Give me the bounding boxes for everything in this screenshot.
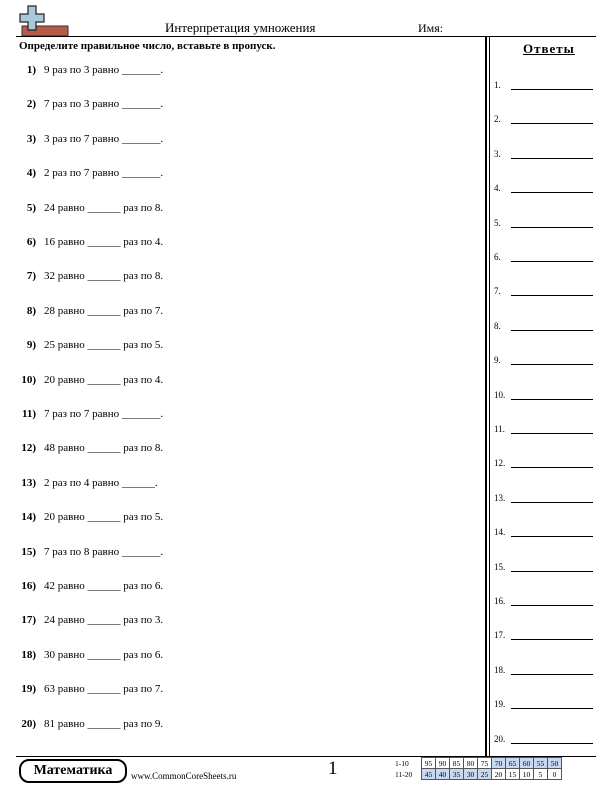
question-text: 7 раз по 7 равно _______. [44,408,164,420]
score-key-table [395,757,562,780]
score-key-cell: 5 [534,769,548,780]
answer-label: 10. [494,389,506,400]
answer-label: 19. [494,699,506,710]
answer-blank[interactable] [511,399,593,400]
question-number: 4) [26,167,36,180]
score-key-row [395,758,562,769]
answer-blank[interactable] [511,571,593,572]
score-key-cell: 50 [548,758,562,769]
question-text: 2 раз по 7 равно _______. [44,167,164,180]
column-divider [485,36,487,758]
question-number: 13) [21,476,36,489]
question-item [18,305,163,317]
question-text: 28 равно ______ раз по 7. [44,304,164,317]
score-key-label: 1-10 [395,758,409,768]
question-text: 7 раз по 3 равно _______. [44,98,164,111]
question-text: 16 равно ______ раз по 4. [44,236,164,248]
score-key-cell: 55 [534,758,548,769]
question-text: 24 равно ______ раз по 8. [44,201,164,214]
site-url: www.CommonCoreSheets.ru [131,771,237,781]
answers-title: Ответы [523,41,575,56]
question-text: 20 равно ______ раз по 5. [44,511,164,524]
question-text: 24 равно ______ раз по 3. [44,614,164,627]
question-item [18,408,163,420]
question-item [18,236,163,248]
answer-blank[interactable] [511,708,593,709]
question-number: 6) [26,236,36,248]
question-text: 42 равно ______ раз по 6. [44,580,164,592]
answer-blank[interactable] [511,743,593,744]
question-item [18,442,163,454]
name-label: Имя: [418,21,444,35]
answer-label: 9. [494,355,501,366]
question-number: 11) [21,408,36,420]
question-text: 9 раз по 3 равно _______. [44,64,164,76]
answer-blank[interactable] [511,433,593,434]
score-key-cell: 25 [478,769,492,780]
score-key-cell: 40 [436,769,450,780]
answer-blank[interactable] [511,330,593,331]
answer-label: 15. [494,561,506,572]
answer-blank[interactable] [511,295,593,296]
answer-blank[interactable] [511,639,593,640]
question-text: 81 равно ______ раз по 9. [44,717,164,730]
answer-label: 7. [494,286,501,297]
question-text: 30 равно ______ раз по 6. [44,648,164,661]
score-key-cell: 30 [464,769,478,780]
question-text: 7 раз по 8 равно _______. [44,545,164,558]
question-number: 10) [21,373,36,386]
score-key-cell: 95 [422,758,436,769]
answer-label: 14. [494,527,506,538]
question-item [18,98,163,110]
score-key-cell: 65 [506,758,520,769]
answer-blank[interactable] [511,158,593,159]
question-item [18,649,163,661]
score-key-cell: 0 [548,769,562,780]
score-key-cell: 70 [492,758,506,769]
page-title: Интерпретация умножения [165,20,316,35]
answer-label: 16. [494,596,506,606]
answer-blank[interactable] [511,123,593,124]
answer-label: 1. [494,80,501,90]
answer-label: 5. [494,217,501,228]
answer-blank[interactable] [511,674,593,675]
question-text: 3 раз по 7 равно _______. [44,132,164,145]
answer-label: 4. [494,183,501,194]
question-text: 20 равно ______ раз по 4. [44,373,164,386]
question-item [18,64,163,76]
question-item [18,374,163,386]
score-key-cell: 10 [520,769,534,780]
question-number: 16) [21,580,36,592]
answer-blank[interactable] [511,502,593,503]
score-key-label: 11-20 [395,769,413,779]
answer-blank[interactable] [511,605,593,606]
answer-label: 3. [494,148,501,159]
answer-label: 6. [494,252,501,262]
question-item [18,202,163,214]
question-item [18,270,163,282]
question-item [18,339,163,351]
question-text: 2 раз по 4 равно ______. [44,476,158,489]
answer-label: 18. [494,664,506,675]
score-key-cell: 90 [436,758,450,769]
question-item [18,580,163,592]
answer-label: 17. [494,630,506,641]
question-item [18,614,163,626]
question-number: 5) [26,201,36,214]
column-divider-inner [489,36,490,758]
question-number: 18) [21,648,36,661]
answer-blank[interactable] [511,89,593,90]
score-key-cell: 35 [450,769,464,780]
question-number: 3) [26,132,36,145]
question-item [18,546,163,558]
answer-label: 2. [494,114,501,125]
question-text: 25 равно ______ раз по 5. [44,339,164,352]
logo-icon [18,4,70,38]
score-key-cell: 45 [422,769,436,780]
question-number: 14) [21,511,36,524]
question-item [18,511,163,523]
instructions: Определите правильное число, вставьте в пропуск. [19,40,276,52]
answer-blank[interactable] [511,192,593,193]
score-key-row [395,769,562,780]
question-text: 32 равно ______ раз по 8. [44,270,164,283]
answer-blank[interactable] [511,261,593,262]
score-key-cell: 15 [506,769,520,780]
answer-label: 12. [494,458,506,469]
question-number: 8) [26,304,36,317]
question-number: 1) [26,64,36,76]
score-key-cell: 85 [450,758,464,769]
question-number: 9) [26,339,36,352]
question-number: 19) [21,683,36,696]
question-item [18,718,163,730]
answer-blank[interactable] [511,364,593,365]
question-item [18,683,163,695]
question-number: 20) [21,717,36,730]
answer-blank[interactable] [511,227,593,228]
answer-blank[interactable] [511,536,593,537]
question-number: 7) [26,270,36,283]
question-text: 63 равно ______ раз по 7. [44,683,164,696]
page-number: 1 [328,758,338,779]
answer-blank[interactable] [511,467,593,468]
question-item [18,133,163,145]
answer-label: 11. [494,424,505,434]
question-item [18,477,158,489]
answer-label: 20. [494,733,506,744]
answer-label: 8. [494,320,501,331]
question-number: 12) [21,442,36,455]
score-key-cell: 60 [520,758,534,769]
score-key-cell: 20 [492,769,506,780]
score-key-cell: 75 [478,758,492,769]
question-number: 15) [21,545,36,558]
question-number: 17) [21,614,36,627]
brand-badge: Математика [19,759,127,783]
header-divider [16,36,596,37]
score-key-cell: 80 [464,758,478,769]
answer-label: 13. [494,492,506,503]
question-item [18,167,163,179]
question-text: 48 равно ______ раз по 8. [44,442,164,455]
question-number: 2) [26,98,36,111]
